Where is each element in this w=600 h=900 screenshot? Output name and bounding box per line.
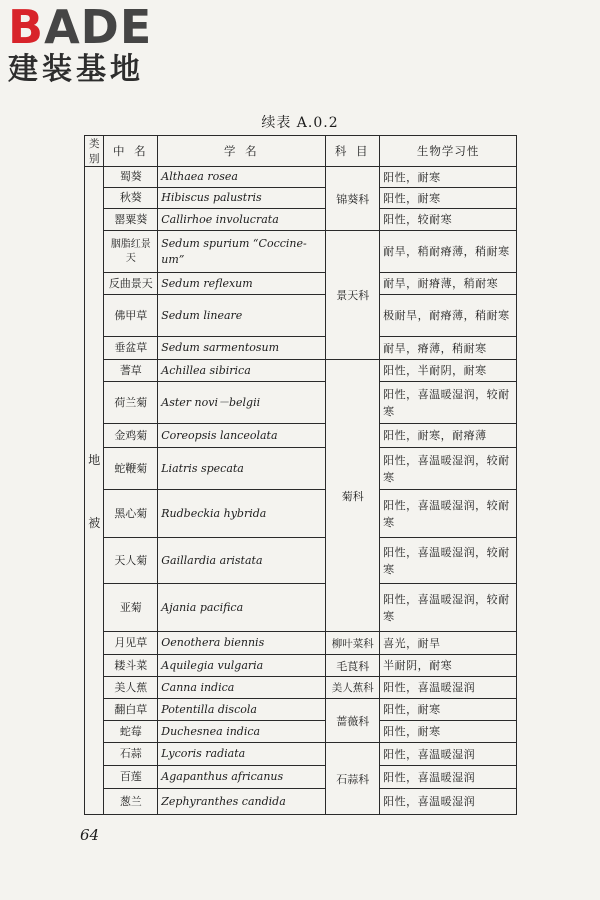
category-char: 被 [88,515,101,530]
scientific-name: Liatris specata [158,448,326,490]
chinese-name: 蛇莓 [104,721,158,743]
table-row [85,337,517,360]
scientific-name: Rudbeckia hybrida [158,490,326,538]
habit: 阳性，喜温暖湿润 [380,789,517,815]
chinese-name: 亚菊 [104,584,158,632]
chinese-name: 金鸡菊 [104,424,158,448]
chinese-name: 百莲 [104,766,158,789]
scientific-name: Aster novi－belgii [158,382,326,424]
scientific-name: Gaillardia aristata [158,538,326,584]
table-header-row [85,136,517,167]
chinese-name: 蜀葵 [104,167,158,188]
table-row [85,490,517,538]
table-row [85,382,517,424]
habit: 阳性，喜温暖湿润 [380,677,517,699]
chinese-name: 翻白草 [104,699,158,721]
scientific-name: Achillea sibirica [158,360,326,382]
table-row [85,677,517,699]
table-row [85,448,517,490]
chinese-name: 蓍草 [104,360,158,382]
chinese-name: 美人蕉 [104,677,158,699]
scientific-name: Althaea rosea [158,167,326,188]
habit: 阳性，半耐阴，耐寒 [380,360,517,382]
chinese-name: 黑心菊 [104,490,158,538]
bade-logo [8,0,188,88]
chinese-name: 天人菊 [104,538,158,584]
habit: 阳性，喜温暖湿润 [380,743,517,766]
scientific-name: Oenothera biennis [158,632,326,655]
table-row [85,655,517,677]
family-cell: 菊科 [326,360,380,632]
header-category: 类别 [85,136,104,167]
chinese-name: 石蒜 [104,743,158,766]
header-scientific-name: 学 名 [158,136,326,167]
habit: 耐旱，瘠薄，稍耐寒 [380,337,517,360]
scientific-name: Sedum reflexum [158,273,326,295]
header-habit: 生物学习性 [380,136,517,167]
habit: 阳性，耐寒 [380,699,517,721]
scientific-name: Hibiscus palustris [158,188,326,209]
family-cell: 锦葵科 [326,167,380,231]
scientific-name: Lycoris radiata [158,743,326,766]
table-row [85,295,517,337]
table-row [85,766,517,789]
scientific-name: Aquilegia vulgaria [158,655,326,677]
scientific-name: Zephyranthes candida [158,789,326,815]
habit: 阳性，较耐寒 [380,209,517,231]
table-row [85,167,517,188]
family-cell: 美人蕉科 [326,677,380,699]
habit: 阳性，耐寒，耐瘠薄 [380,424,517,448]
habit: 阳性，耐寒 [380,721,517,743]
chinese-name: 月见草 [104,632,158,655]
table-row [85,273,517,295]
chinese-name: 胭脂红景天 [104,231,158,273]
logo-wordmark [8,0,188,54]
table-row [85,584,517,632]
chinese-name: 罂粟葵 [104,209,158,231]
category-char: 地 [88,452,101,467]
habit: 阳性，喜温暖湿润，较耐寒 [380,382,517,424]
table-row [85,424,517,448]
table-row [85,699,517,721]
scientific-name: Coreopsis lanceolata [158,424,326,448]
table-row [85,789,517,815]
table-row [85,538,517,584]
habit: 耐旱，耐瘠薄，稍耐寒 [380,273,517,295]
habit: 极耐旱，耐瘠薄，稍耐寒 [380,295,517,337]
scientific-name: Sedum spurium “Coccine-um” [158,231,326,273]
habit: 阳性，喜温暖湿润，较耐寒 [380,584,517,632]
chinese-name: 耧斗菜 [104,655,158,677]
table-row [85,188,517,209]
family-cell: 柳叶菜科 [326,632,380,655]
table-row [85,231,517,273]
page-number: 64 [80,826,100,844]
header-family: 科 目 [326,136,380,167]
chinese-name: 荷兰菊 [104,382,158,424]
chinese-name: 葱兰 [104,789,158,815]
habit: 阳性，喜温暖湿润，较耐寒 [380,490,517,538]
scientific-name: Potentilla discola [158,699,326,721]
family-cell: 蔷薇科 [326,699,380,743]
family-cell: 景天科 [326,231,380,360]
habit: 阳性，耐寒 [380,188,517,209]
scientific-name: Agapanthus africanus [158,766,326,789]
habit: 喜光，耐旱 [380,632,517,655]
table-row [85,209,517,231]
logo-accent-letter: B [8,0,45,54]
habit: 阳性，喜温暖湿润，较耐寒 [380,448,517,490]
family-cell: 石蒜科 [326,743,380,815]
chinese-name: 佛甲草 [104,295,158,337]
table-row [85,743,517,766]
habit: 阳性，耐寒 [380,167,517,188]
table-row [85,360,517,382]
category-cell [85,167,104,815]
logo-subtitle: 建装基地 [8,52,144,87]
logo-word-rest: ADE [44,0,153,54]
scientific-name: Callirhoe involucrata [158,209,326,231]
scientific-name: Duchesnea indica [158,721,326,743]
chinese-name: 垂盆草 [104,337,158,360]
scientific-name: Sedum lineare [158,295,326,337]
chinese-name: 蛇鞭菊 [104,448,158,490]
family-cell: 毛茛科 [326,655,380,677]
header-chinese-name: 中 名 [104,136,158,167]
plant-table [84,135,517,815]
habit: 半耐阴，耐寒 [380,655,517,677]
scientific-name: Sedum sarmentosum [158,337,326,360]
chinese-name: 秋葵 [104,188,158,209]
habit: 阳性，喜温暖湿润，较耐寒 [380,538,517,584]
habit: 耐旱，稍耐瘠薄，稍耐寒 [380,231,517,273]
table-row [85,721,517,743]
scientific-name: Canna indica [158,677,326,699]
scientific-name: Ajania pacifica [158,584,326,632]
chinese-name: 反曲景天 [104,273,158,295]
table-row [85,632,517,655]
table-caption: 续表 A.0.2 [261,115,339,131]
habit: 阳性，喜温暖湿润 [380,766,517,789]
